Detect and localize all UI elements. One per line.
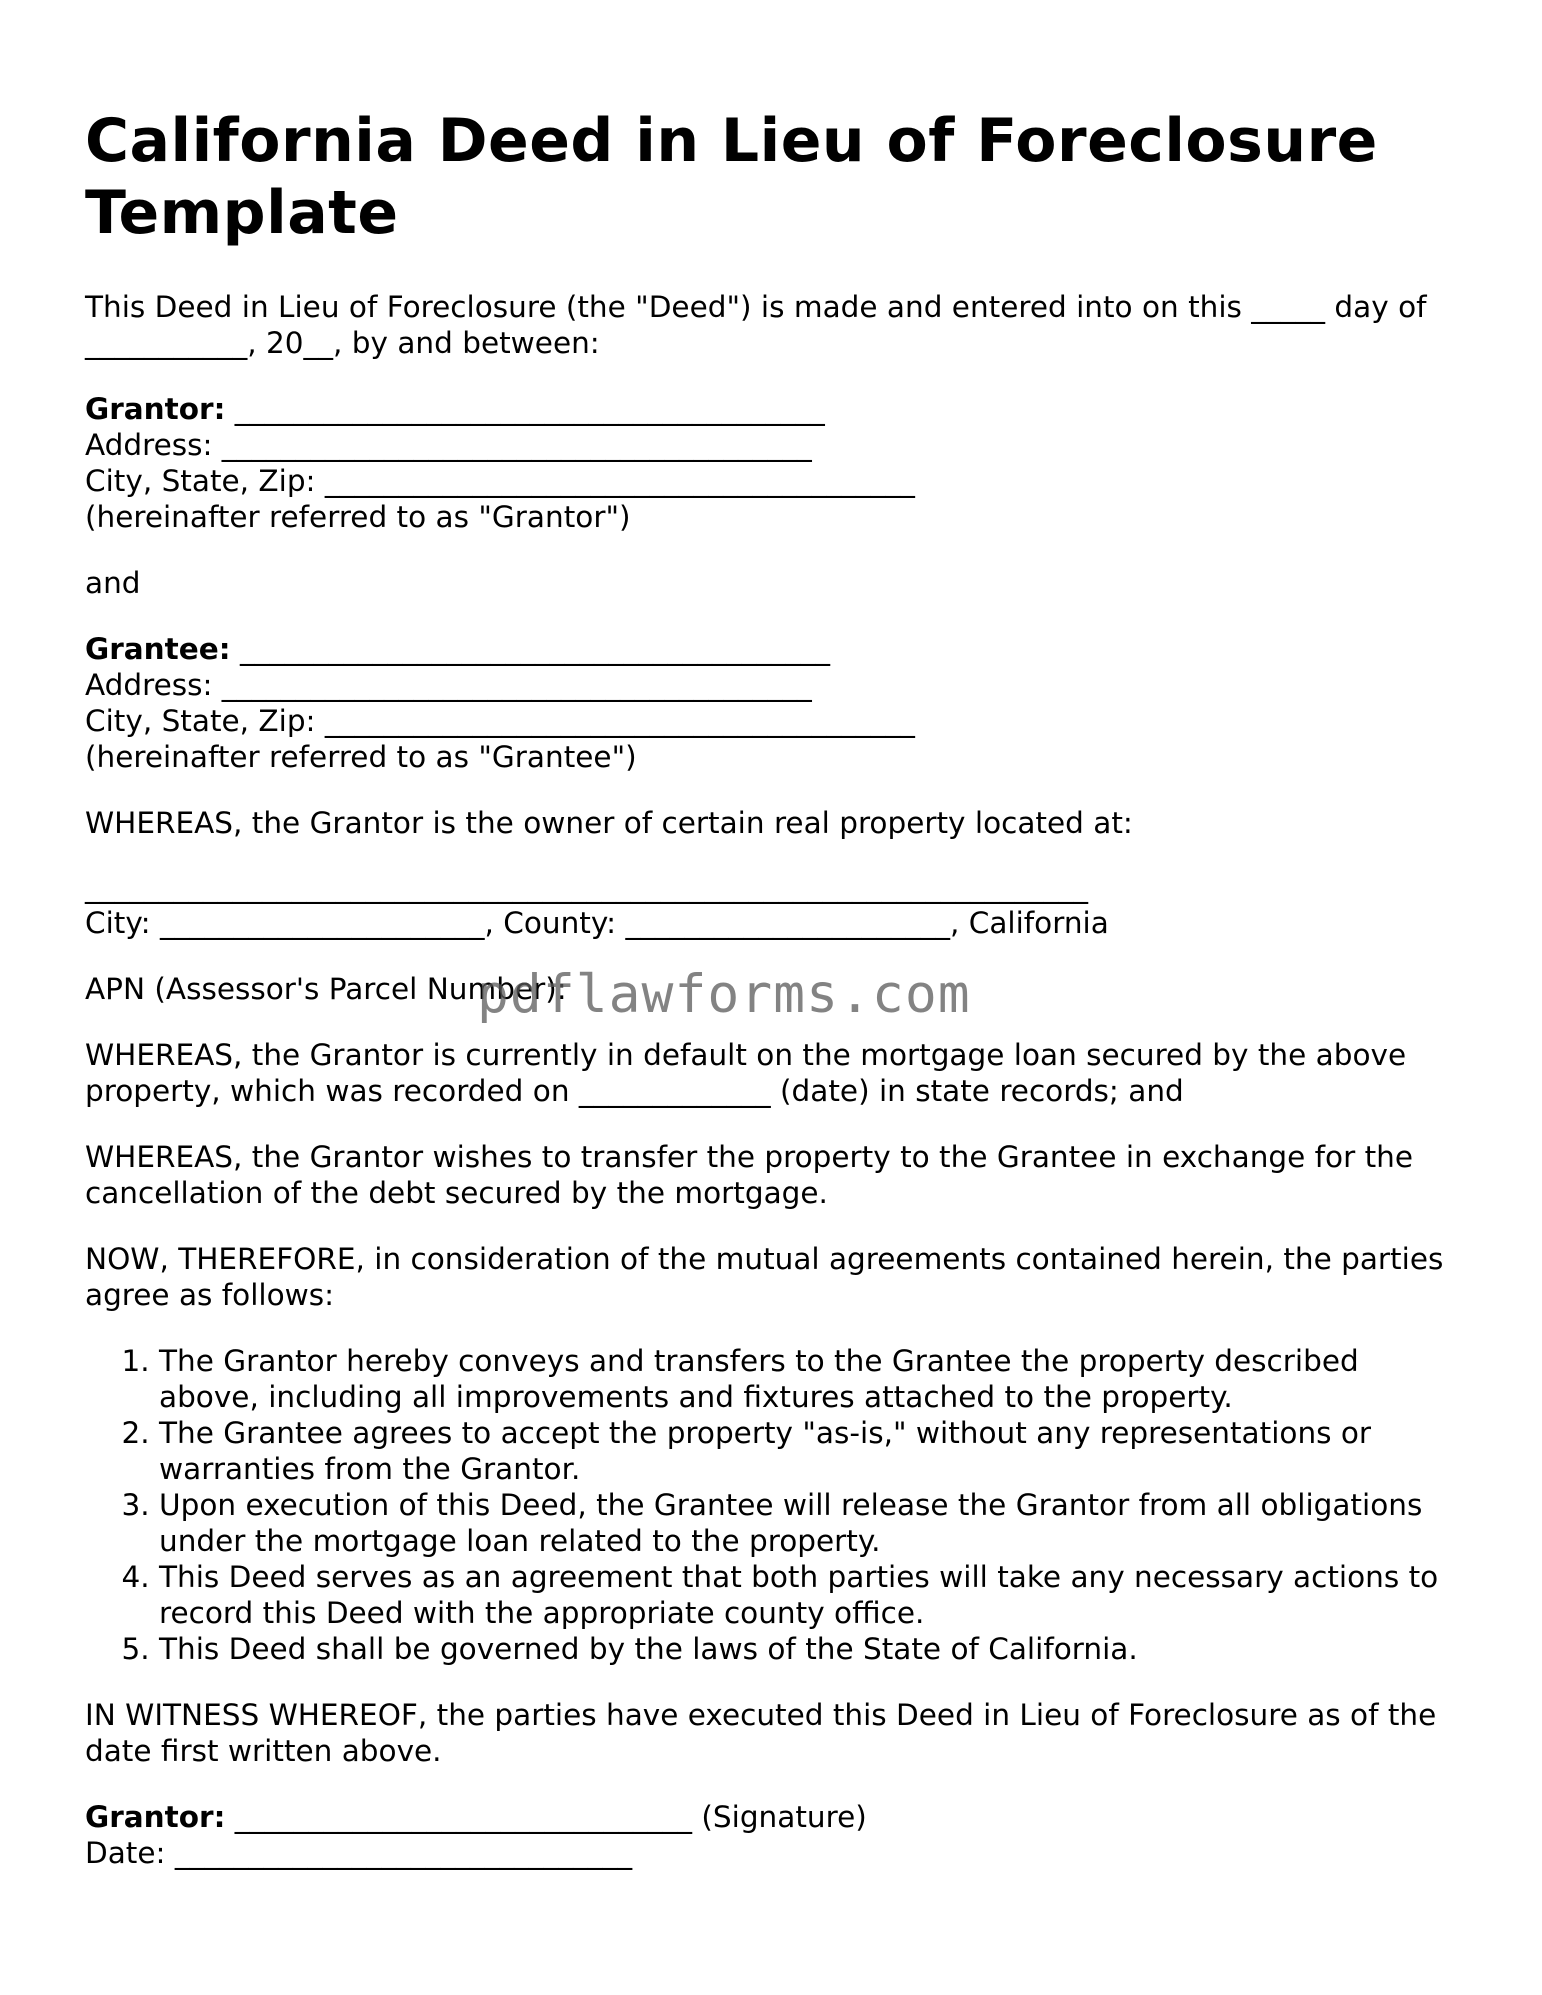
grantee-referred-text: (hereinafter referred to as "Grantee") xyxy=(85,740,637,774)
grantor-block xyxy=(85,391,1465,535)
document-title: California Deed in Lieu of Foreclosure Template xyxy=(85,106,1378,248)
now-therefore-paragraph: NOW, THEREFORE, in consideration of the mutual agreements contained herein, the parties agree as follows: xyxy=(85,1242,1444,1312)
whereas-transfer-paragraph: WHEREAS, the Grantor wishes to transfer the property to the Grantee in exchange for the cancellation of the debt secured by the mortgage. xyxy=(85,1140,1413,1210)
grantee-label: Grantee: xyxy=(85,632,231,666)
grantor-name-blank: ________________________________________ xyxy=(225,392,825,426)
signature-grantor-label: Grantor: xyxy=(85,1800,226,1834)
list-item: 3. Upon execution of this Deed, the Grantee will release the Grantor from all obligations under the mortgage loan related to the property. xyxy=(159,1487,1465,1559)
grantor-address-line: Address: ________________________________________ xyxy=(85,428,812,462)
signature-line xyxy=(85,1799,1465,1835)
and-text: and xyxy=(85,566,141,600)
signature-blank: _______________________________ (Signature) xyxy=(225,1800,867,1834)
grantee-block xyxy=(85,631,1465,775)
whereas-default-paragraph: WHEREAS, the Grantor is currently in default on the mortgage loan secured by the above property, which was recorded on _____________ (date) in state records; and xyxy=(85,1038,1407,1108)
signature-date-line: Date: _______________________________ xyxy=(85,1836,633,1870)
property-location-block xyxy=(85,869,1465,941)
grantee-name-line xyxy=(85,631,1465,667)
grantor-city-state-zip-line: City, State, Zip: ________________________________________ xyxy=(85,464,915,498)
signature-block xyxy=(85,1799,1465,1871)
grantor-name-line xyxy=(85,391,1465,427)
document-body xyxy=(85,289,1465,1871)
city-county-line: City: ______________________, County: ______________________, California xyxy=(85,906,1109,940)
list-item: 4. This Deed serves as an agreement that both parties will take any necessary actions to record this Deed with the appropriate county office. xyxy=(159,1559,1465,1631)
intro-paragraph: This Deed in Lieu of Foreclosure (the "Deed") is made and entered into on this _____ day of ___________, 20__, by and between: xyxy=(85,290,1427,360)
whereas-owner-paragraph: WHEREAS, the Grantor is the owner of certain real property located at: xyxy=(85,806,1133,840)
apn-line: APN (Assessor's Parcel Number): xyxy=(85,972,567,1006)
list-item: 5. This Deed shall be governed by the laws of the State of California. xyxy=(159,1631,1465,1667)
list-item: 2. The Grantee agrees to accept the property "as-is," without any representations or warranties from the Grantor. xyxy=(159,1415,1465,1487)
grantee-address-line: Address: ________________________________________ xyxy=(85,668,812,702)
grantee-name-blank: ________________________________________ xyxy=(230,632,830,666)
grantor-referred-text: (hereinafter referred to as "Grantor") xyxy=(85,500,631,534)
in-witness-paragraph: IN WITNESS WHEREOF, the parties have executed this Deed in Lieu of Foreclosure as of the date first written above. xyxy=(85,1698,1437,1768)
terms-list xyxy=(85,1343,1465,1667)
grantee-city-state-zip-line: City, State, Zip: ________________________________________ xyxy=(85,704,915,738)
watermark: pdflawforms.com xyxy=(477,964,971,1025)
list-item: 1. The Grantor hereby conveys and transfers to the Grantee the property described above, including all improvements and fixtures attached to the property. xyxy=(159,1343,1465,1415)
property-address-line: ____________________________________________________________________ xyxy=(85,870,1088,904)
grantor-label: Grantor: xyxy=(85,392,226,426)
